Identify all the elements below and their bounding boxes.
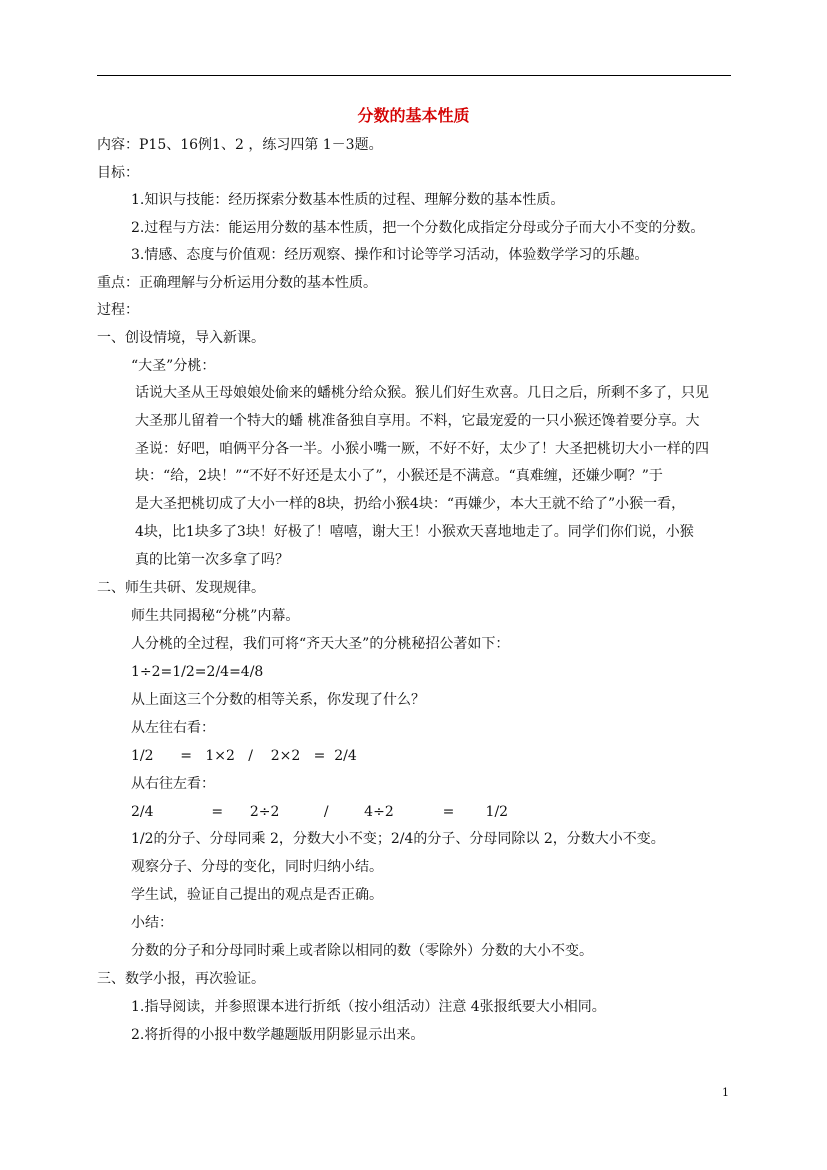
story-paragraph-line: 真的比第一次多拿了吗？ (135, 552, 289, 568)
story-paragraph-line: 大圣那儿留着一个特大的蟠 桃准备独自享用。不料，它最宠爱的一只小猴还馋着要分享。大 (135, 413, 700, 429)
story-paragraph-line: 话说大圣从王母娘娘处偷来的蟠桃分给众猴。猴儿们好生欢喜。几日之后，所剩不多了，只见 (135, 385, 709, 401)
body-line: 1/2的分子、分母同乘 2，分数大小不变；2/4的分子、分母同除以 2，分数大小不变。 (131, 831, 665, 847)
activity-item: 1.指导阅读，并参照课本进行折纸（按小组活动）注意 4张报纸要大小相同。 (131, 999, 606, 1015)
story-paragraph-line: 块：“给，2块！”“不好不好还是太小了”，小猴还是不满意。“真难缠，还嫌少啊？”于 (135, 468, 663, 484)
section-heading: 三、数学小报，再次验证。 (97, 971, 265, 987)
section-heading: 二、师生共研、发现规律。 (97, 580, 265, 596)
key-point-line: 重点：正确理解与分析运用分数的基本性质。 (97, 275, 377, 291)
body-line: 师生共同揭秘“分桃”内幕。 (131, 608, 300, 624)
content-line: 内容：P15、16例1、2 ，练习四第 1－3题。 (97, 137, 383, 153)
body-line: 学生试，验证自己提出的观点是否正确。 (131, 887, 383, 903)
header-rule (97, 75, 731, 76)
activity-item: 2.将折得的小报中数学趣题版用阴影显示出来。 (131, 1027, 425, 1043)
page-number: 1 (722, 1086, 729, 1099)
equation-line: 1/2 = 1×2 / 2×2 = 2/4 (131, 748, 357, 764)
body-line: 从左往右看： (131, 720, 215, 736)
body-line: 观察分子、分母的变化，同时归纳小结。 (131, 859, 383, 875)
story-paragraph-line: 是大圣把桃切成了大小一样的8块，扔给小猴4块：“再嫌少，本大王就不给了”小猴一看， (135, 496, 686, 512)
story-paragraph-line: 4块，比1块多了3块！好极了！嘻嘻，谢大王！小猴欢天喜地地走了。同学们你们说，小猴 (135, 524, 694, 540)
objectives-heading: 目标： (97, 165, 139, 181)
process-heading: 过程： (97, 302, 139, 318)
objective-item: 1.知识与技能：经历探索分数基本性质的过程、理解分数的基本性质。 (131, 192, 565, 208)
document-title: 分数的基本性质 (357, 106, 470, 125)
objective-item: 3.情感、态度与价值观：经历观察、操作和讨论等学习活动，体验数学学习的乐趣。 (131, 247, 649, 263)
section-heading: 一、创设情境，导入新课。 (97, 330, 265, 346)
objective-item: 2.过程与方法：能运用分数的基本性质，把一个分数化成指定分母或分子而大小不变的分数。 (131, 220, 705, 236)
body-line: 人分桃的全过程，我们可将“齐天大圣”的分桃秘招公著如下： (131, 636, 510, 652)
story-paragraph-line: 圣说：好吧，咱俩平分各一半。小猴小嘴一厥，不好不好，太少了！大圣把桃切大小一样的四 (135, 441, 709, 457)
body-line: 从上面这三个分数的相等关系，你发现了什么？ (131, 692, 425, 708)
summary-line: 分数的分子和分母同时乘上或者除以相同的数（零除外）分数的大小不变。 (131, 943, 593, 959)
summary-heading: 小结： (131, 915, 173, 931)
equation-line: 1÷2=1/2=2/4=4/8 (131, 664, 264, 680)
equation-line: 2/4 = 2÷2 / 4÷2 = 1/2 (131, 804, 509, 820)
story-title: “大圣”分桃： (131, 358, 216, 374)
body-line: 从右往左看： (131, 776, 215, 792)
